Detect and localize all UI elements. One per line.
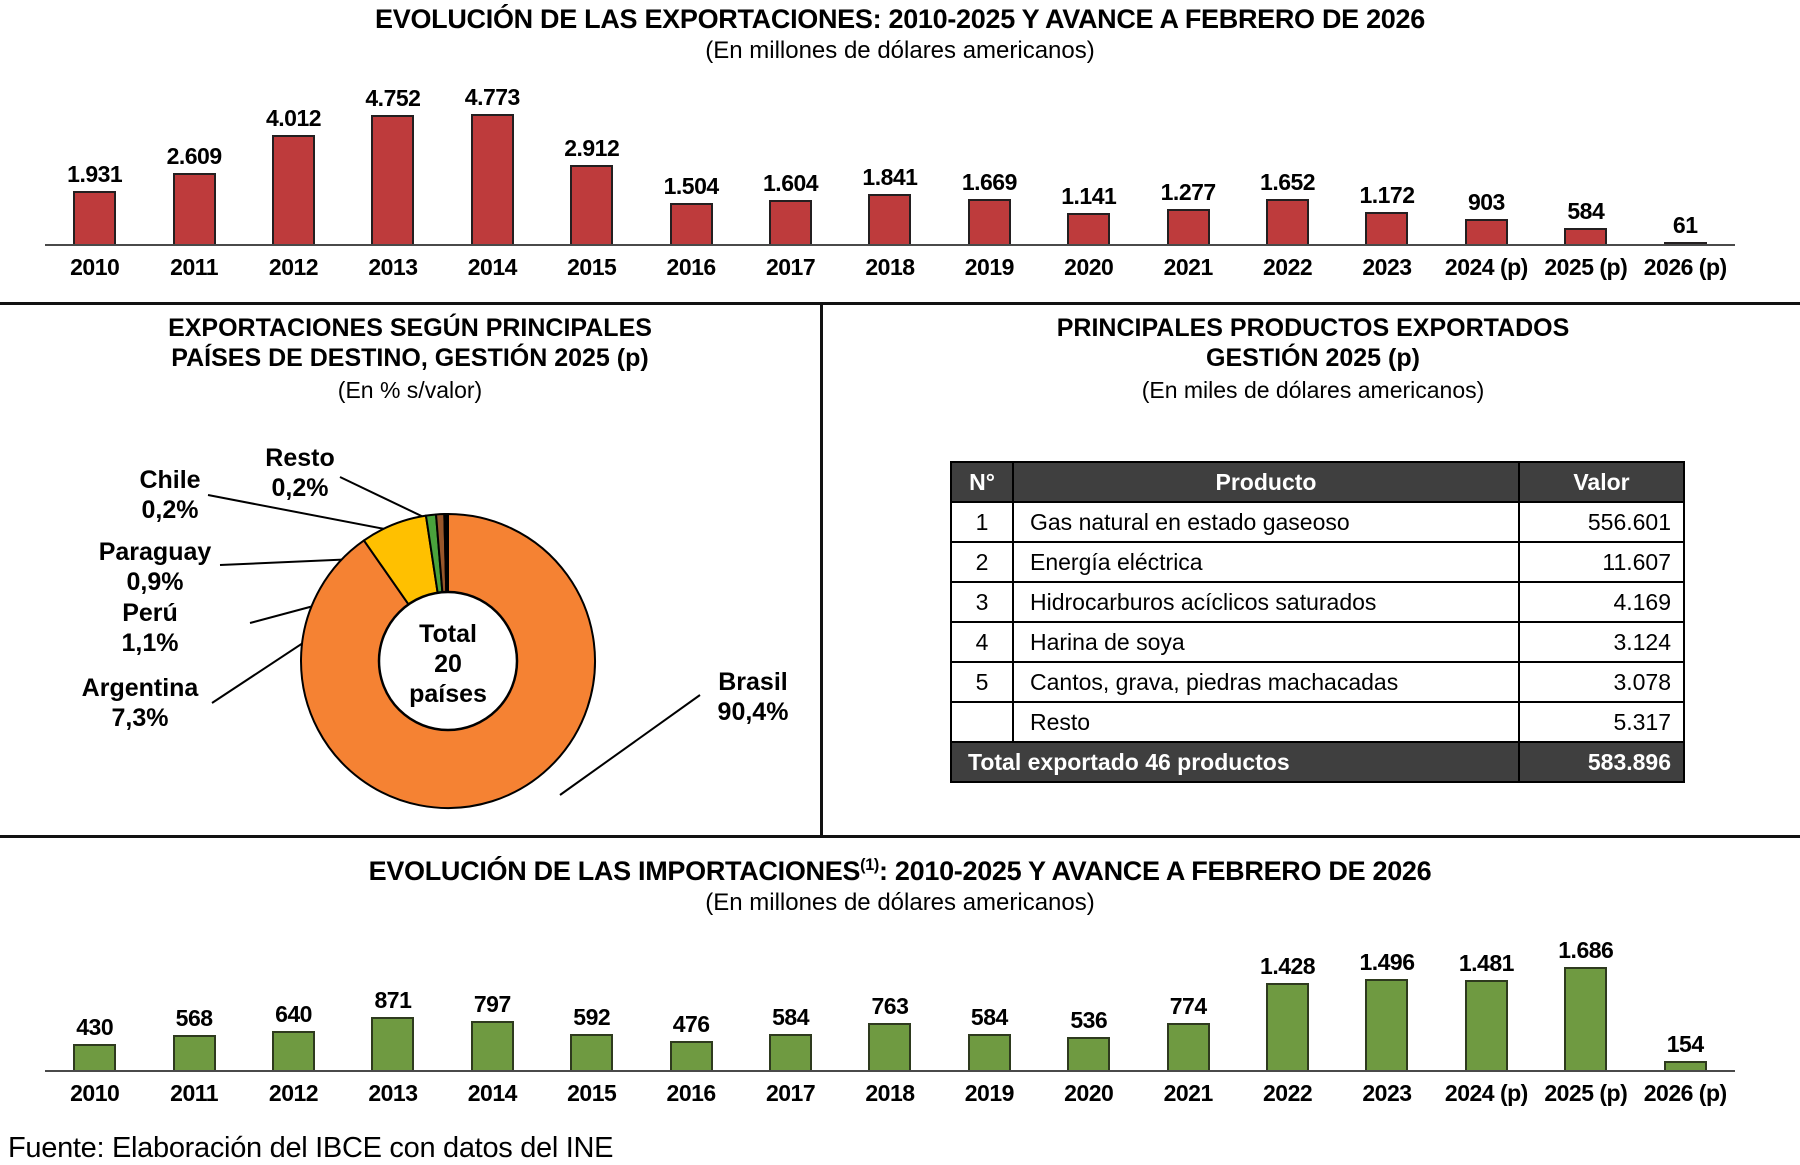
label-resto-name: Resto: [265, 444, 335, 472]
cell-value: 5.317: [1519, 702, 1684, 742]
exports-x-axis-labels: [45, 246, 1735, 281]
bar-value-label: 476: [672, 1011, 710, 1037]
bar: [968, 1034, 1011, 1070]
bar-slot: [45, 1014, 144, 1070]
bar-value-label: 584: [970, 1004, 1008, 1030]
x-axis-tick-label: 2026 (p): [1643, 1080, 1727, 1106]
bar-value-label: 1.652: [1260, 169, 1316, 195]
cell-product: Energía eléctrica: [1013, 542, 1519, 582]
bar-slot: [1039, 183, 1138, 244]
bar-slot: [741, 1004, 840, 1070]
bar: [1167, 209, 1210, 244]
bar: [471, 114, 514, 244]
x-axis-tick-label: 2026 (p): [1643, 254, 1727, 280]
label-resto: [245, 443, 355, 503]
bar-value-label: 640: [275, 1001, 312, 1027]
bar: [769, 200, 812, 244]
bar: [371, 1017, 414, 1070]
bar-slot: [443, 84, 542, 244]
bar-slot: [1636, 212, 1735, 244]
source-text: Fuente: Elaboración del IBCE con datos del INE: [8, 1132, 614, 1164]
cell-value: 4.169: [1519, 582, 1684, 622]
cell-rank: [951, 702, 1013, 742]
bar-value-label: 1.428: [1260, 953, 1316, 979]
destinations-panel: [0, 305, 823, 835]
bar-slot: [144, 143, 243, 244]
x-axis-tick-label: 2015: [567, 1080, 617, 1106]
bar-value-label: 568: [175, 1005, 213, 1031]
bar-slot: [1039, 1007, 1138, 1070]
bar-value-label: 4.752: [365, 85, 421, 111]
x-axis-tick-label: 2010: [70, 1080, 120, 1106]
label-argentina: [70, 673, 210, 733]
products-title-line2: GESTIÓN 2025 (p): [1206, 344, 1420, 372]
label-resto-pct: 0,2%: [271, 474, 329, 502]
products-table: [950, 461, 1685, 783]
bar-slot: [45, 161, 144, 244]
bar-value-label: 1.481: [1458, 950, 1514, 976]
imports-chart-subtitle: (En millones de dólares americanos): [705, 889, 1095, 916]
bar-slot: [1636, 1031, 1735, 1070]
bar: [73, 1044, 116, 1070]
donut-center-line3: países: [409, 680, 487, 708]
bar-slot: [1536, 937, 1635, 1070]
bar-value-label: 1.686: [1558, 937, 1614, 963]
bar: [1266, 199, 1309, 244]
x-axis-tick-label: 2010: [70, 254, 120, 280]
products-table-row: [951, 502, 1684, 542]
bar-value-label: 592: [573, 1004, 611, 1030]
bar: [769, 1034, 812, 1070]
label-paraguay: [85, 537, 225, 597]
bar-slot: [1138, 179, 1237, 244]
x-axis-tick-label: 2017: [765, 254, 816, 280]
products-panel: [826, 305, 1800, 835]
label-peru-name: Perú: [122, 599, 178, 627]
label-chile: [115, 465, 225, 525]
bar-slot: [244, 1001, 343, 1070]
bar-slot: [1337, 182, 1436, 244]
label-chile-name: Chile: [139, 466, 201, 494]
bar: [1365, 212, 1408, 244]
bar-slot: [1138, 993, 1237, 1070]
x-axis-tick-label: 2020: [1064, 1080, 1114, 1106]
bar-value-label: 797: [473, 991, 511, 1017]
destinations-title-line1: EXPORTACIONES SEGÚN PRINCIPALES: [168, 314, 652, 342]
destinations-title: [0, 313, 820, 373]
donut-center-line1: Total: [419, 620, 477, 648]
products-table-header-row: [951, 462, 1684, 502]
bar-slot: [1437, 950, 1536, 1070]
bar-value-label: 1.669: [961, 169, 1017, 195]
bar-value-label: 2.912: [564, 135, 620, 161]
x-axis-tick-label: 2019: [964, 1080, 1014, 1106]
bar: [570, 165, 613, 244]
x-axis-tick-label: 2017: [765, 1080, 816, 1106]
products-table-total-row: [951, 742, 1684, 782]
bar-value-label: 61: [1672, 212, 1698, 238]
bar: [570, 1034, 613, 1070]
bar-value-label: 871: [374, 987, 412, 1013]
bar-value-label: 1.496: [1359, 949, 1415, 975]
bar: [173, 1035, 216, 1070]
x-axis-tick-label: 2023: [1362, 1080, 1412, 1106]
bar-value-label: 774: [1169, 993, 1207, 1019]
bar-slot: [542, 135, 641, 244]
products-table-row: [951, 622, 1684, 662]
x-axis-tick-label: 2014: [467, 1080, 517, 1106]
bar: [272, 135, 315, 244]
products-table-row: [951, 542, 1684, 582]
imports-plot-area: [45, 930, 1735, 1072]
bar-slot: [144, 1005, 243, 1070]
exports-bar-chart: [45, 86, 1735, 281]
bar-value-label: 4.773: [464, 84, 520, 110]
cell-product: Gas natural en estado gaseoso: [1013, 502, 1519, 542]
bar: [670, 1041, 713, 1070]
label-brasil-name: Brasil: [718, 668, 788, 696]
bar: [968, 199, 1011, 244]
bar-value-label: 430: [76, 1014, 114, 1040]
x-axis-tick-label: 2015: [567, 254, 617, 280]
cell-rank: 5: [951, 662, 1013, 702]
cell-rank: 1: [951, 502, 1013, 542]
cell-product: Harina de soya: [1013, 622, 1519, 662]
bar-value-label: 1.141: [1061, 183, 1117, 209]
cell-product: Resto: [1013, 702, 1519, 742]
bar-value-label: 1.277: [1160, 179, 1216, 205]
x-axis-tick-label: 2021: [1163, 1080, 1213, 1106]
bar: [670, 203, 713, 244]
bar: [1465, 219, 1508, 244]
bar: [868, 194, 911, 244]
bar: [73, 191, 116, 244]
x-axis-tick-label: 2023: [1362, 254, 1412, 280]
bar-slot: [641, 173, 740, 244]
bar: [1167, 1023, 1210, 1070]
bar-slot: [840, 993, 939, 1070]
label-chile-pct: 0,2%: [141, 496, 199, 524]
destinations-title-line2: PAÍSES DE DESTINO, GESTIÓN 2025 (p): [171, 344, 649, 372]
label-argentina-name: Argentina: [81, 674, 199, 702]
x-axis-tick-label: 2016: [666, 254, 716, 280]
x-axis-tick-label: 2021: [1163, 254, 1213, 280]
bar: [1664, 242, 1707, 244]
cell-product: Hidrocarburos acíclicos saturados: [1013, 582, 1519, 622]
x-axis-tick-label: 2019: [964, 254, 1014, 280]
label-argentina-pct: 7,3%: [111, 704, 169, 732]
products-subtitle: (En miles de dólares americanos): [1141, 377, 1485, 403]
label-paraguay-name: Paraguay: [98, 538, 212, 566]
bar-slot: [1536, 198, 1635, 244]
bar-slot: [343, 85, 442, 244]
bar: [1564, 967, 1607, 1070]
exports-plot-area: [45, 86, 1735, 246]
imports-x-axis-labels: [45, 1072, 1735, 1107]
imports-title-text-rest: : 2010-2025 Y AVANCE A FEBRERO DE 2026: [879, 856, 1432, 886]
x-axis-tick-label: 2024 (p): [1444, 254, 1528, 280]
bar: [1067, 213, 1110, 244]
cell-rank: 2: [951, 542, 1013, 582]
total-label: Total exportado 46 productos: [951, 742, 1519, 782]
x-axis-tick-label: 2012: [268, 1080, 319, 1106]
x-axis-tick-label: 2022: [1262, 254, 1313, 280]
bar: [272, 1031, 315, 1070]
x-axis-tick-label: 2020: [1064, 254, 1114, 280]
x-axis-tick-label: 2018: [865, 254, 915, 280]
bar: [1465, 980, 1508, 1070]
bar-slot: [1238, 169, 1337, 244]
x-axis-tick-label: 2013: [368, 254, 418, 280]
cell-product: Cantos, grava, piedras machacadas: [1013, 662, 1519, 702]
bar: [371, 115, 414, 244]
column-header-numero: N°: [951, 462, 1013, 502]
bar-slot: [940, 1004, 1039, 1070]
cell-rank: 3: [951, 582, 1013, 622]
x-axis-tick-label: 2025 (p): [1544, 1080, 1628, 1106]
cell-value: 556.601: [1519, 502, 1684, 542]
cell-value: 3.124: [1519, 622, 1684, 662]
bar-value-label: 903: [1467, 189, 1505, 215]
x-axis-tick-label: 2014: [467, 254, 517, 280]
bar: [1564, 228, 1607, 244]
bar: [471, 1021, 514, 1070]
cell-value: 3.078: [1519, 662, 1684, 702]
bar-slot: [443, 991, 542, 1070]
bar-slot: [840, 164, 939, 244]
donut-center-line2: 20: [434, 650, 462, 678]
bar-value-label: 1.841: [862, 164, 918, 190]
bar-slot: [1437, 189, 1536, 244]
x-axis-tick-label: 2011: [170, 1080, 219, 1106]
products-table-row: [951, 662, 1684, 702]
bar-slot: [641, 1011, 740, 1070]
bar-value-label: 1.172: [1359, 182, 1415, 208]
bar-slot: [343, 987, 442, 1070]
bar-slot: [940, 169, 1039, 244]
label-brasil-pct: 90,4%: [717, 698, 789, 726]
bar-slot: [741, 170, 840, 244]
bar: [1067, 1037, 1110, 1070]
x-axis-tick-label: 2013: [368, 1080, 418, 1106]
bar-value-label: 2.609: [166, 143, 222, 169]
x-axis-tick-label: 2011: [170, 254, 219, 280]
label-paraguay-pct: 0,9%: [126, 568, 184, 596]
bar-slot: [1238, 953, 1337, 1070]
imports-chart-title: [0, 856, 1800, 887]
imports-title-text: EVOLUCIÓN DE LAS IMPORTACIONES: [368, 856, 861, 886]
x-axis-tick-label: 2016: [666, 1080, 716, 1106]
products-title-line1: PRINCIPALES PRODUCTOS EXPORTADOS: [1056, 314, 1570, 342]
label-peru-pct: 1,1%: [121, 629, 179, 657]
imports-title-footnote-marker: (1): [860, 856, 880, 874]
bar-value-label: 1.504: [663, 173, 719, 199]
x-axis-tick-label: 2022: [1262, 1080, 1313, 1106]
x-axis-tick-label: 2018: [865, 1080, 915, 1106]
label-peru: [100, 598, 200, 658]
bar: [1266, 983, 1309, 1070]
imports-chart-section: [0, 838, 1800, 1165]
bar-value-label: 1.931: [67, 161, 123, 187]
exports-chart-title: EVOLUCIÓN DE LAS EXPORTACIONES: 2010-2025 Y AVANCE A FEBRERO DE 2026: [375, 4, 1425, 34]
x-axis-tick-label: 2024 (p): [1444, 1080, 1528, 1106]
products-table-row: [951, 582, 1684, 622]
bar-value-label: 584: [1567, 198, 1605, 224]
products-table-row: [951, 702, 1684, 742]
exports-chart-section: [0, 0, 1800, 305]
cell-value: 11.607: [1519, 542, 1684, 582]
destinations-subtitle: (En % s/valor): [337, 377, 483, 403]
bar-slot: [244, 105, 343, 244]
bar-slot: [1337, 949, 1436, 1070]
bar-value-label: 584: [772, 1004, 809, 1030]
bar: [1664, 1061, 1707, 1070]
bar: [1365, 979, 1408, 1070]
products-title: [826, 313, 1800, 373]
bar-value-label: 154: [1666, 1031, 1704, 1057]
bar-value-label: 1.604: [763, 170, 819, 196]
cell-rank: 4: [951, 622, 1013, 662]
x-axis-tick-label: 2012: [268, 254, 319, 280]
column-header-valor: Valor: [1519, 462, 1684, 502]
bar: [868, 1023, 911, 1070]
imports-bar-chart: [45, 930, 1735, 1107]
x-axis-tick-label: 2025 (p): [1544, 254, 1628, 280]
bar-value-label: 763: [871, 993, 909, 1019]
bar-value-label: 4.012: [265, 105, 322, 131]
middle-row: [0, 305, 1800, 838]
donut-center-label: [348, 619, 548, 709]
bar-value-label: 536: [1070, 1007, 1108, 1033]
label-brasil: [688, 667, 818, 727]
total-value: 583.896: [1519, 742, 1684, 782]
column-header-producto: Producto: [1013, 462, 1519, 502]
bar: [173, 173, 216, 244]
exports-chart-subtitle: (En millones de dólares americanos): [705, 37, 1095, 64]
bar-slot: [542, 1004, 641, 1070]
